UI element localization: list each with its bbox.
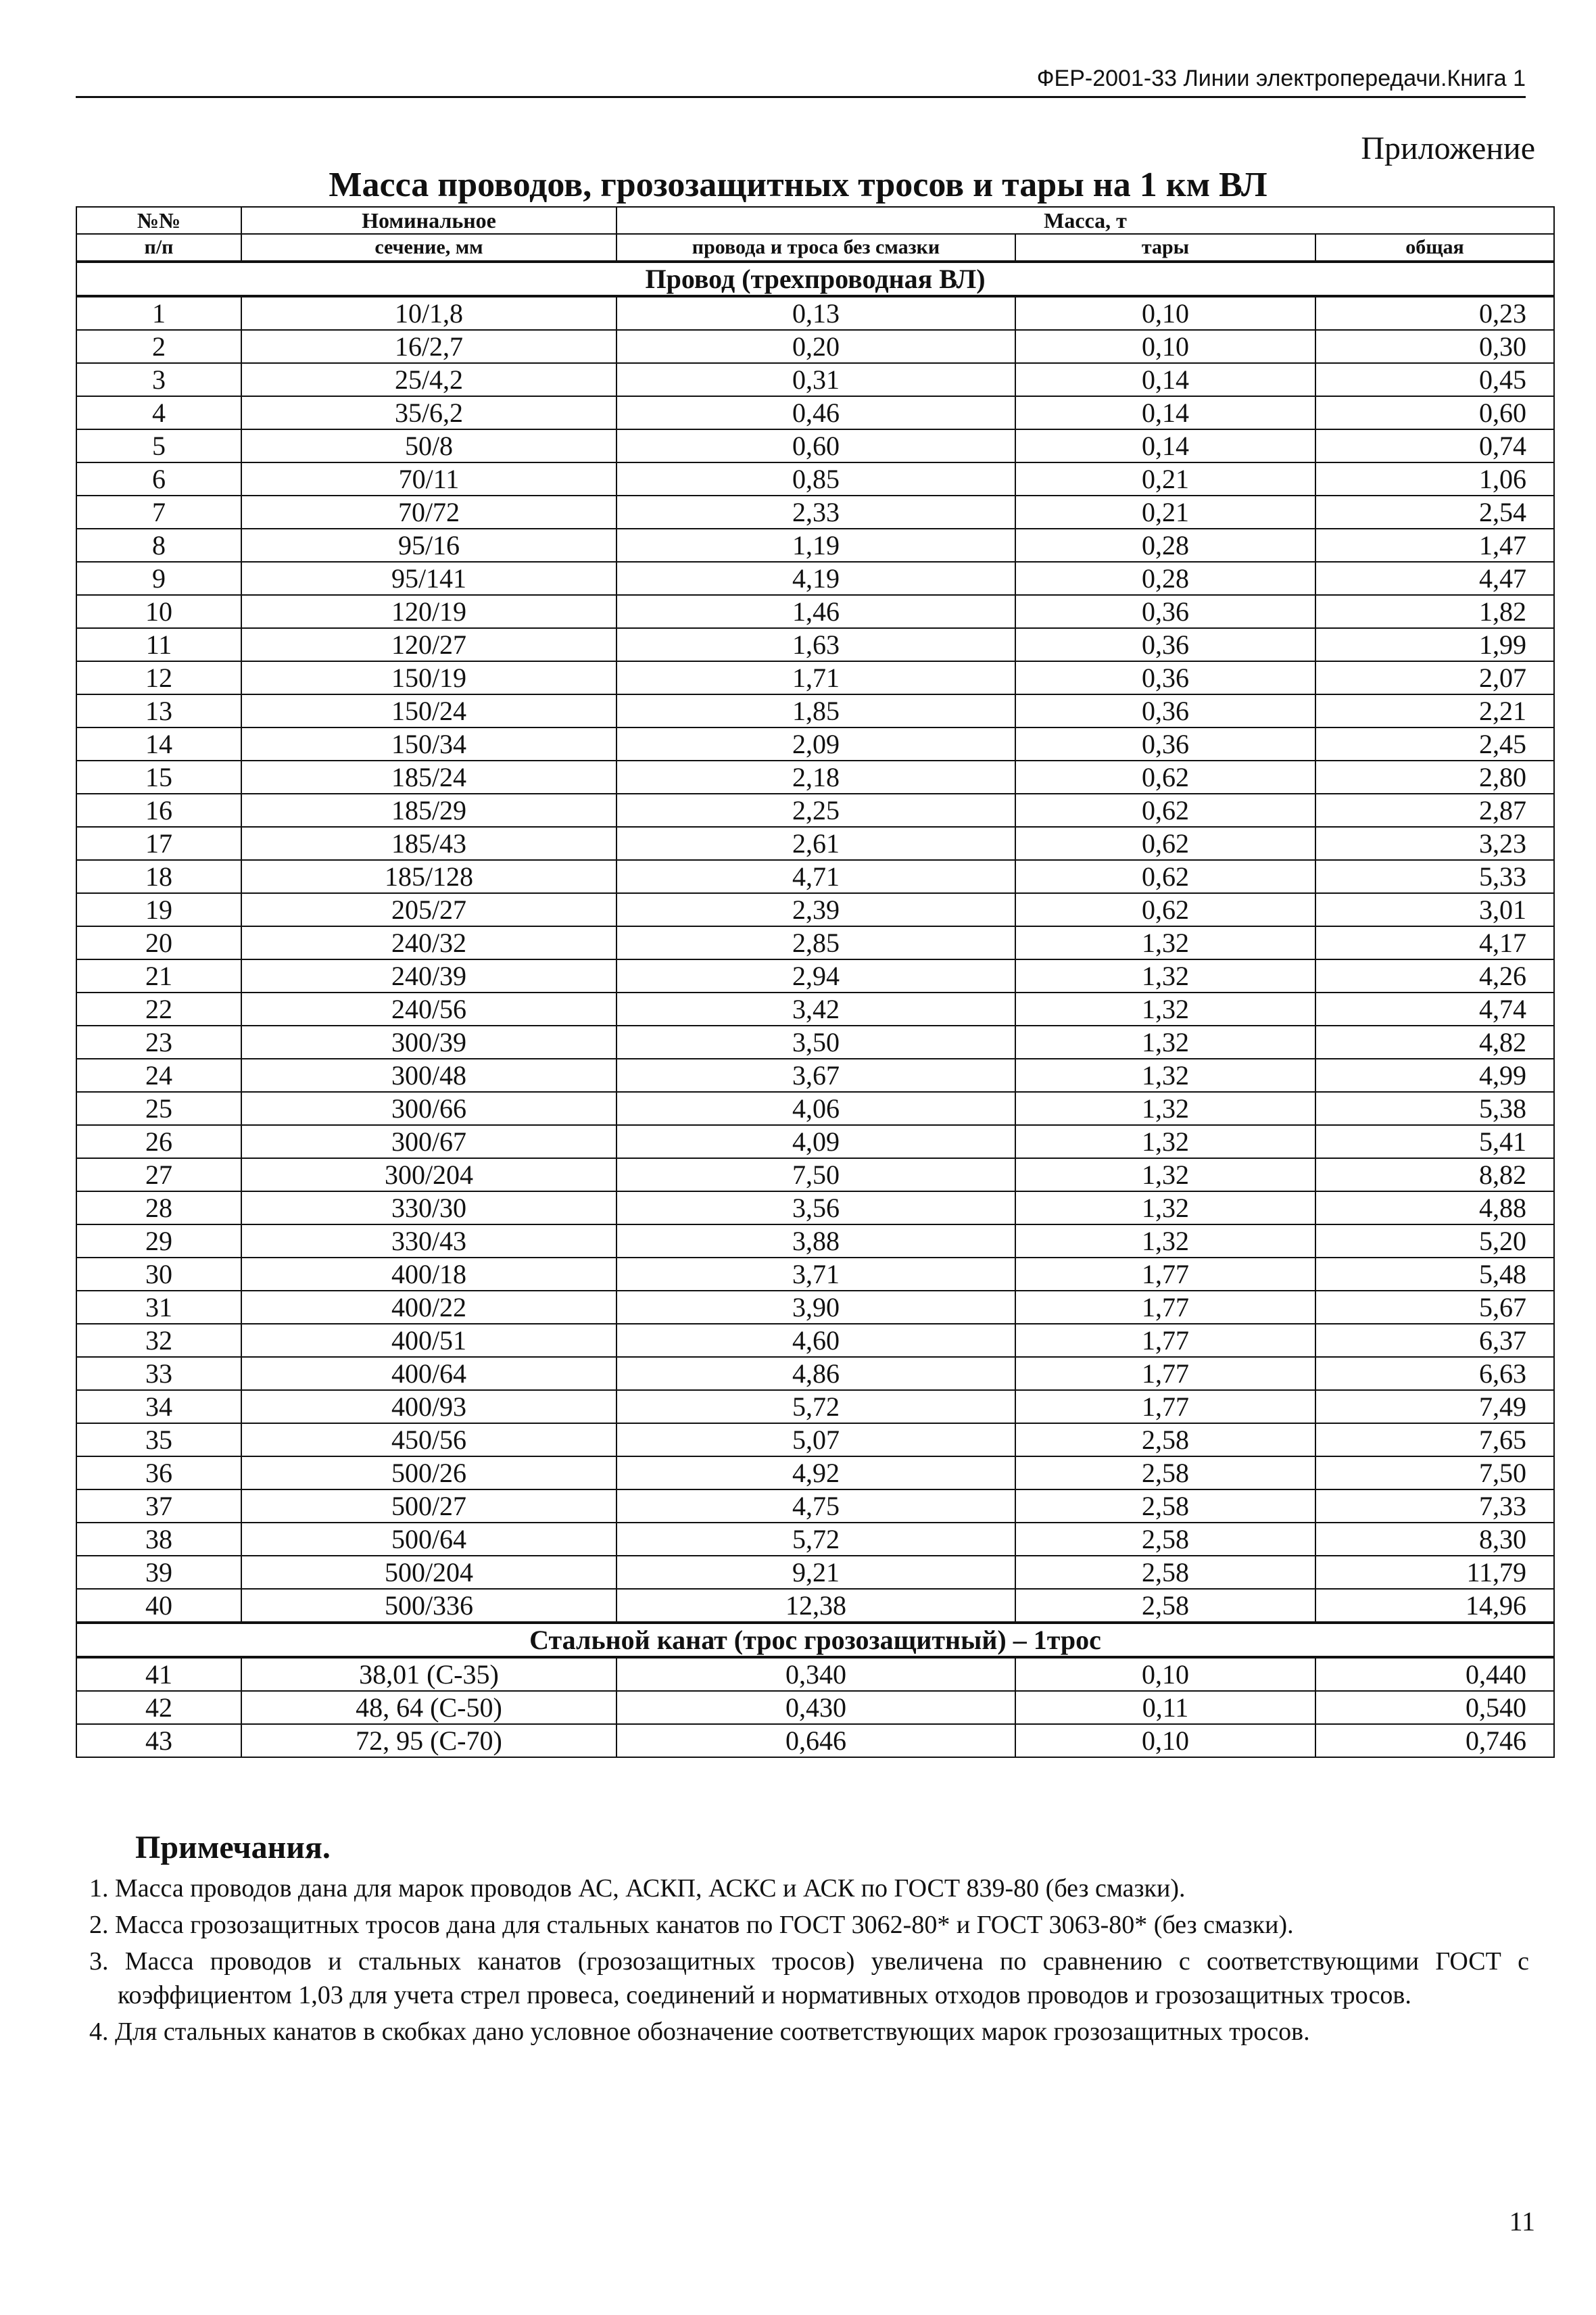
mass-wire-cell: 0,340 <box>616 1657 1015 1691</box>
table-row <box>76 1724 1554 1757</box>
mass-wire-cell: 4,06 <box>616 1092 1015 1125</box>
mass-wire-cell: 1,46 <box>616 595 1015 628</box>
page-number: 11 <box>1509 2206 1535 2237</box>
mass-total-cell: 2,87 <box>1315 794 1554 827</box>
section-size-cell: 185/128 <box>241 860 616 893</box>
mass-tare-cell: 0,36 <box>1015 628 1315 661</box>
row-number-cell: 28 <box>76 1191 241 1224</box>
mass-wire-cell: 1,19 <box>616 529 1015 562</box>
mass-wire-cell: 3,88 <box>616 1224 1015 1258</box>
running-header: ФЕР-2001-33 Линии электропередачи.Книга 1 <box>76 62 1526 98</box>
table-row <box>76 1691 1554 1724</box>
mass-tare-cell: 0,21 <box>1015 462 1315 496</box>
row-number-cell: 35 <box>76 1423 241 1456</box>
section-size-cell: 300/67 <box>241 1125 616 1158</box>
row-number-cell: 40 <box>76 1589 241 1623</box>
mass-wire-cell: 0,20 <box>616 330 1015 363</box>
table-row <box>76 496 1554 529</box>
mass-total-cell: 4,99 <box>1315 1059 1554 1092</box>
mass-total-cell: 5,48 <box>1315 1258 1554 1291</box>
section-size-cell: 150/24 <box>241 694 616 727</box>
table-row <box>76 1158 1554 1191</box>
mass-total-cell: 4,74 <box>1315 993 1554 1026</box>
section-size-cell: 35/6,2 <box>241 396 616 429</box>
row-number-cell: 12 <box>76 661 241 694</box>
row-number-cell: 17 <box>76 827 241 860</box>
row-number-cell: 34 <box>76 1390 241 1423</box>
row-number-cell: 18 <box>76 860 241 893</box>
mass-wire-cell: 12,38 <box>616 1589 1015 1623</box>
section-size-cell: 500/204 <box>241 1556 616 1589</box>
mass-table <box>76 206 1555 1758</box>
mass-wire-cell: 4,60 <box>616 1324 1015 1357</box>
section-size-cell: 300/48 <box>241 1059 616 1092</box>
mass-tare-cell: 0,10 <box>1015 296 1315 330</box>
row-number-cell: 22 <box>76 993 241 1026</box>
page-title: Масса проводов, грозозащитных тросов и тары на 1 км ВЛ <box>329 166 1267 204</box>
mass-wire-cell: 3,67 <box>616 1059 1015 1092</box>
mass-tare-cell: 1,32 <box>1015 1092 1315 1125</box>
table-row <box>76 761 1554 794</box>
mass-tare-cell: 2,58 <box>1015 1556 1315 1589</box>
table-row <box>76 1324 1554 1357</box>
section-title: Провод (трехпроводная ВЛ) <box>76 262 1554 296</box>
table-row <box>76 1390 1554 1423</box>
section-size-cell: 38,01 (С-35) <box>241 1657 616 1691</box>
mass-wire-cell: 1,71 <box>616 661 1015 694</box>
mass-total-cell: 3,23 <box>1315 827 1554 860</box>
mass-tare-cell: 0,14 <box>1015 396 1315 429</box>
mass-wire-cell: 5,72 <box>616 1390 1015 1423</box>
mass-wire-cell: 2,85 <box>616 926 1015 959</box>
mass-tare-cell: 0,10 <box>1015 330 1315 363</box>
notes-title: Примечания. <box>135 1830 331 1865</box>
mass-wire-cell: 7,50 <box>616 1158 1015 1191</box>
table-row <box>76 330 1554 363</box>
mass-total-cell: 4,26 <box>1315 959 1554 993</box>
table-row <box>76 661 1554 694</box>
row-number-cell: 39 <box>76 1556 241 1589</box>
section-size-cell: 400/93 <box>241 1390 616 1423</box>
mass-tare-cell: 2,58 <box>1015 1589 1315 1623</box>
row-number-cell: 32 <box>76 1324 241 1357</box>
table-header <box>76 207 1554 262</box>
header-num-line2: п/п <box>76 234 241 262</box>
mass-total-cell: 4,82 <box>1315 1026 1554 1059</box>
section-size-cell: 400/64 <box>241 1357 616 1390</box>
mass-total-cell: 4,47 <box>1315 562 1554 595</box>
table-row <box>76 827 1554 860</box>
mass-tare-cell: 1,32 <box>1015 1125 1315 1158</box>
mass-tare-cell: 0,36 <box>1015 727 1315 761</box>
row-number-cell: 37 <box>76 1489 241 1523</box>
section-size-cell: 70/11 <box>241 462 616 496</box>
mass-total-cell: 1,82 <box>1315 595 1554 628</box>
table-row <box>76 993 1554 1026</box>
header-mass-group: Масса, т <box>616 207 1554 234</box>
mass-tare-cell: 1,32 <box>1015 993 1315 1026</box>
mass-wire-cell: 0,46 <box>616 396 1015 429</box>
table-row <box>76 794 1554 827</box>
mass-wire-cell: 3,56 <box>616 1191 1015 1224</box>
mass-total-cell: 11,79 <box>1315 1556 1554 1589</box>
row-number-cell: 21 <box>76 959 241 993</box>
mass-tare-cell: 1,77 <box>1015 1258 1315 1291</box>
row-number-cell: 25 <box>76 1092 241 1125</box>
table-row <box>76 1026 1554 1059</box>
mass-wire-cell: 2,94 <box>616 959 1015 993</box>
section-size-cell: 240/39 <box>241 959 616 993</box>
mass-wire-cell: 2,18 <box>616 761 1015 794</box>
mass-total-cell: 2,21 <box>1315 694 1554 727</box>
mass-tare-cell: 2,58 <box>1015 1456 1315 1489</box>
mass-wire-cell: 2,09 <box>616 727 1015 761</box>
table-row <box>76 1456 1554 1489</box>
row-number-cell: 3 <box>76 363 241 396</box>
mass-tare-cell: 1,77 <box>1015 1357 1315 1390</box>
header-mass-tare: тары <box>1015 234 1315 262</box>
mass-tare-cell: 0,21 <box>1015 496 1315 529</box>
mass-tare-cell: 1,32 <box>1015 1158 1315 1191</box>
mass-wire-cell: 2,39 <box>616 893 1015 926</box>
mass-total-cell: 4,17 <box>1315 926 1554 959</box>
mass-wire-cell: 4,86 <box>616 1357 1015 1390</box>
mass-tare-cell: 0,62 <box>1015 893 1315 926</box>
table-row <box>76 595 1554 628</box>
section-size-cell: 300/66 <box>241 1092 616 1125</box>
row-number-cell: 41 <box>76 1657 241 1691</box>
table-row <box>76 562 1554 595</box>
mass-total-cell: 5,33 <box>1315 860 1554 893</box>
row-number-cell: 14 <box>76 727 241 761</box>
mass-total-cell: 7,65 <box>1315 1423 1554 1456</box>
table-row <box>76 396 1554 429</box>
row-number-cell: 5 <box>76 429 241 462</box>
mass-tare-cell: 2,58 <box>1015 1423 1315 1456</box>
note-item: 3. Масса проводов и стальных канатов (грозозащитных тросов) увеличена по сравнению с соответствующими ГОСТ с коэффициентом 1,03 для учета стрел провеса, соединений и нормативных отходов проводов и грозозащитных тросов. <box>89 1947 1529 2009</box>
mass-total-cell: 8,82 <box>1315 1158 1554 1191</box>
section-title: Стальной канат (трос грозозащитный) – 1трос <box>76 1623 1554 1657</box>
section-header-row <box>76 1623 1554 1657</box>
mass-total-cell: 4,88 <box>1315 1191 1554 1224</box>
section-size-cell: 95/16 <box>241 529 616 562</box>
row-number-cell: 13 <box>76 694 241 727</box>
mass-total-cell: 0,60 <box>1315 396 1554 429</box>
row-number-cell: 23 <box>76 1026 241 1059</box>
mass-tare-cell: 0,62 <box>1015 794 1315 827</box>
table-row <box>76 1556 1554 1589</box>
section-size-cell: 400/18 <box>241 1258 616 1291</box>
mass-tare-cell: 1,77 <box>1015 1291 1315 1324</box>
table-row <box>76 727 1554 761</box>
mass-tare-cell: 2,58 <box>1015 1523 1315 1556</box>
mass-tare-cell: 0,28 <box>1015 529 1315 562</box>
table-row <box>76 959 1554 993</box>
mass-tare-cell: 1,32 <box>1015 959 1315 993</box>
mass-total-cell: 0,746 <box>1315 1724 1554 1757</box>
mass-tare-cell: 1,32 <box>1015 1059 1315 1092</box>
row-number-cell: 33 <box>76 1357 241 1390</box>
note-item: 4. Для стальных канатов в скобках дано условное обозначение соответствующих марок грозозащитных тросов. <box>89 2018 1310 2046</box>
mass-tare-cell: 1,77 <box>1015 1390 1315 1423</box>
mass-tare-cell: 1,32 <box>1015 1191 1315 1224</box>
mass-tare-cell: 1,32 <box>1015 1026 1315 1059</box>
section-size-cell: 205/27 <box>241 893 616 926</box>
row-number-cell: 31 <box>76 1291 241 1324</box>
mass-tare-cell: 0,36 <box>1015 694 1315 727</box>
table-row <box>76 1489 1554 1523</box>
row-number-cell: 24 <box>76 1059 241 1092</box>
mass-tare-cell: 1,32 <box>1015 1224 1315 1258</box>
section-size-cell: 95/141 <box>241 562 616 595</box>
table-row <box>76 1523 1554 1556</box>
table-row <box>76 1224 1554 1258</box>
mass-wire-cell: 0,31 <box>616 363 1015 396</box>
mass-tare-cell: 0,14 <box>1015 363 1315 396</box>
mass-tare-cell: 0,11 <box>1015 1691 1315 1724</box>
mass-wire-cell: 3,50 <box>616 1026 1015 1059</box>
section-size-cell: 300/39 <box>241 1026 616 1059</box>
section-size-cell: 500/64 <box>241 1523 616 1556</box>
mass-total-cell: 1,47 <box>1315 529 1554 562</box>
mass-total-cell: 7,50 <box>1315 1456 1554 1489</box>
mass-wire-cell: 5,72 <box>616 1523 1015 1556</box>
row-number-cell: 1 <box>76 296 241 330</box>
mass-total-cell: 14,96 <box>1315 1589 1554 1623</box>
mass-wire-cell: 9,21 <box>616 1556 1015 1589</box>
mass-wire-cell: 2,33 <box>616 496 1015 529</box>
table-row <box>76 462 1554 496</box>
row-number-cell: 7 <box>76 496 241 529</box>
mass-wire-cell: 4,92 <box>616 1456 1015 1489</box>
mass-total-cell: 8,30 <box>1315 1523 1554 1556</box>
table-row <box>76 1657 1554 1691</box>
row-number-cell: 27 <box>76 1158 241 1191</box>
mass-total-cell: 7,33 <box>1315 1489 1554 1523</box>
header-mass-total: общая <box>1315 234 1554 262</box>
section-size-cell: 25/4,2 <box>241 363 616 396</box>
row-number-cell: 36 <box>76 1456 241 1489</box>
mass-tare-cell: 0,28 <box>1015 562 1315 595</box>
mass-wire-cell: 3,42 <box>616 993 1015 1026</box>
row-number-cell: 16 <box>76 794 241 827</box>
section-size-cell: 120/27 <box>241 628 616 661</box>
section-size-cell: 400/51 <box>241 1324 616 1357</box>
appendix-label: Приложение <box>1361 130 1535 166</box>
mass-total-cell: 1,99 <box>1315 628 1554 661</box>
section-size-cell: 50/8 <box>241 429 616 462</box>
mass-total-cell: 1,06 <box>1315 462 1554 496</box>
note-item: 1. Масса проводов дана для марок проводов АС, АСКП, АСКС и АСК по ГОСТ 839-80 (без смазки). <box>89 1874 1186 1903</box>
section-size-cell: 10/1,8 <box>241 296 616 330</box>
row-number-cell: 19 <box>76 893 241 926</box>
section-size-cell: 240/32 <box>241 926 616 959</box>
row-number-cell: 15 <box>76 761 241 794</box>
row-number-cell: 26 <box>76 1125 241 1158</box>
row-number-cell: 29 <box>76 1224 241 1258</box>
mass-total-cell: 0,23 <box>1315 296 1554 330</box>
section-size-cell: 120/19 <box>241 595 616 628</box>
mass-total-cell: 2,45 <box>1315 727 1554 761</box>
section-size-cell: 300/204 <box>241 1158 616 1191</box>
section-size-cell: 330/30 <box>241 1191 616 1224</box>
notes-block <box>76 1829 1529 2051</box>
mass-total-cell: 7,49 <box>1315 1390 1554 1423</box>
mass-wire-cell: 0,60 <box>616 429 1015 462</box>
table-row <box>76 296 1554 330</box>
row-number-cell: 11 <box>76 628 241 661</box>
row-number-cell: 4 <box>76 396 241 429</box>
section-size-cell: 150/34 <box>241 727 616 761</box>
section-size-cell: 500/27 <box>241 1489 616 1523</box>
mass-total-cell: 2,07 <box>1315 661 1554 694</box>
mass-tare-cell: 0,36 <box>1015 595 1315 628</box>
mass-wire-cell: 3,90 <box>616 1291 1015 1324</box>
mass-total-cell: 3,01 <box>1315 893 1554 926</box>
mass-total-cell: 0,540 <box>1315 1691 1554 1724</box>
mass-total-cell: 6,37 <box>1315 1324 1554 1357</box>
mass-total-cell: 0,30 <box>1315 330 1554 363</box>
mass-wire-cell: 1,63 <box>616 628 1015 661</box>
table-row <box>76 893 1554 926</box>
row-number-cell: 38 <box>76 1523 241 1556</box>
mass-total-cell: 6,63 <box>1315 1357 1554 1390</box>
section-size-cell: 185/43 <box>241 827 616 860</box>
row-number-cell: 42 <box>76 1691 241 1724</box>
mass-tare-cell: 0,14 <box>1015 429 1315 462</box>
mass-wire-cell: 5,07 <box>616 1423 1015 1456</box>
section-size-cell: 185/24 <box>241 761 616 794</box>
mass-wire-cell: 2,61 <box>616 827 1015 860</box>
mass-tare-cell: 0,62 <box>1015 761 1315 794</box>
row-number-cell: 10 <box>76 595 241 628</box>
mass-tare-cell: 0,62 <box>1015 827 1315 860</box>
table-row <box>76 1258 1554 1291</box>
section-size-cell: 450/56 <box>241 1423 616 1456</box>
header-section-line2: сечение, мм <box>241 234 616 262</box>
table-row <box>76 628 1554 661</box>
table-row <box>76 1125 1554 1158</box>
mass-total-cell: 5,41 <box>1315 1125 1554 1158</box>
table-row <box>76 1589 1554 1623</box>
mass-wire-cell: 4,19 <box>616 562 1015 595</box>
table-row <box>76 926 1554 959</box>
table-row <box>76 363 1554 396</box>
header-section-line1: Номинальное <box>241 207 616 234</box>
mass-wire-cell: 4,09 <box>616 1125 1015 1158</box>
section-size-cell: 185/29 <box>241 794 616 827</box>
mass-wire-cell: 2,25 <box>616 794 1015 827</box>
section-size-cell: 330/43 <box>241 1224 616 1258</box>
mass-tare-cell: 0,10 <box>1015 1657 1315 1691</box>
mass-tare-cell: 1,32 <box>1015 926 1315 959</box>
mass-wire-cell: 0,430 <box>616 1691 1015 1724</box>
table-row <box>76 1291 1554 1324</box>
section-size-cell: 16/2,7 <box>241 330 616 363</box>
mass-wire-cell: 3,71 <box>616 1258 1015 1291</box>
mass-tare-cell: 0,36 <box>1015 661 1315 694</box>
mass-wire-cell: 1,85 <box>616 694 1015 727</box>
mass-wire-cell: 0,13 <box>616 296 1015 330</box>
mass-total-cell: 5,67 <box>1315 1291 1554 1324</box>
section-size-cell: 240/56 <box>241 993 616 1026</box>
mass-wire-cell: 4,75 <box>616 1489 1015 1523</box>
table-row <box>76 1191 1554 1224</box>
table-row <box>76 529 1554 562</box>
table-row <box>76 694 1554 727</box>
mass-total-cell: 0,45 <box>1315 363 1554 396</box>
table-row <box>76 1059 1554 1092</box>
section-size-cell: 150/19 <box>241 661 616 694</box>
table-row <box>76 1423 1554 1456</box>
table-row <box>76 1357 1554 1390</box>
mass-tare-cell: 1,77 <box>1015 1324 1315 1357</box>
mass-total-cell: 2,54 <box>1315 496 1554 529</box>
section-size-cell: 400/22 <box>241 1291 616 1324</box>
mass-tare-cell: 2,58 <box>1015 1489 1315 1523</box>
mass-wire-cell: 4,71 <box>616 860 1015 893</box>
mass-wire-cell: 0,646 <box>616 1724 1015 1757</box>
row-number-cell: 6 <box>76 462 241 496</box>
section-size-cell: 500/26 <box>241 1456 616 1489</box>
section-size-cell: 500/336 <box>241 1589 616 1623</box>
mass-total-cell: 2,80 <box>1315 761 1554 794</box>
table-row <box>76 429 1554 462</box>
mass-tare-cell: 0,62 <box>1015 860 1315 893</box>
row-number-cell: 30 <box>76 1258 241 1291</box>
mass-total-cell: 5,20 <box>1315 1224 1554 1258</box>
mass-total-cell: 5,38 <box>1315 1092 1554 1125</box>
section-size-cell: 70/72 <box>241 496 616 529</box>
table-row <box>76 860 1554 893</box>
mass-tare-cell: 0,10 <box>1015 1724 1315 1757</box>
row-number-cell: 8 <box>76 529 241 562</box>
mass-total-cell: 0,74 <box>1315 429 1554 462</box>
note-item: 2. Масса грозозащитных тросов дана для стальных канатов по ГОСТ 3062-80* и ГОСТ 3063-80* (без смазки). <box>89 1911 1294 1939</box>
row-number-cell: 2 <box>76 330 241 363</box>
header-mass-wire: провода и троса без смазки <box>616 234 1015 262</box>
section-size-cell: 48, 64 (С-50) <box>241 1691 616 1724</box>
table-body <box>76 262 1554 1757</box>
row-number-cell: 43 <box>76 1724 241 1757</box>
table-row <box>76 1092 1554 1125</box>
mass-total-cell: 0,440 <box>1315 1657 1554 1691</box>
row-number-cell: 9 <box>76 562 241 595</box>
mass-wire-cell: 0,85 <box>616 462 1015 496</box>
section-size-cell: 72, 95 (С-70) <box>241 1724 616 1757</box>
row-number-cell: 20 <box>76 926 241 959</box>
header-num-line1: №№ <box>76 207 241 234</box>
section-header-row <box>76 262 1554 296</box>
